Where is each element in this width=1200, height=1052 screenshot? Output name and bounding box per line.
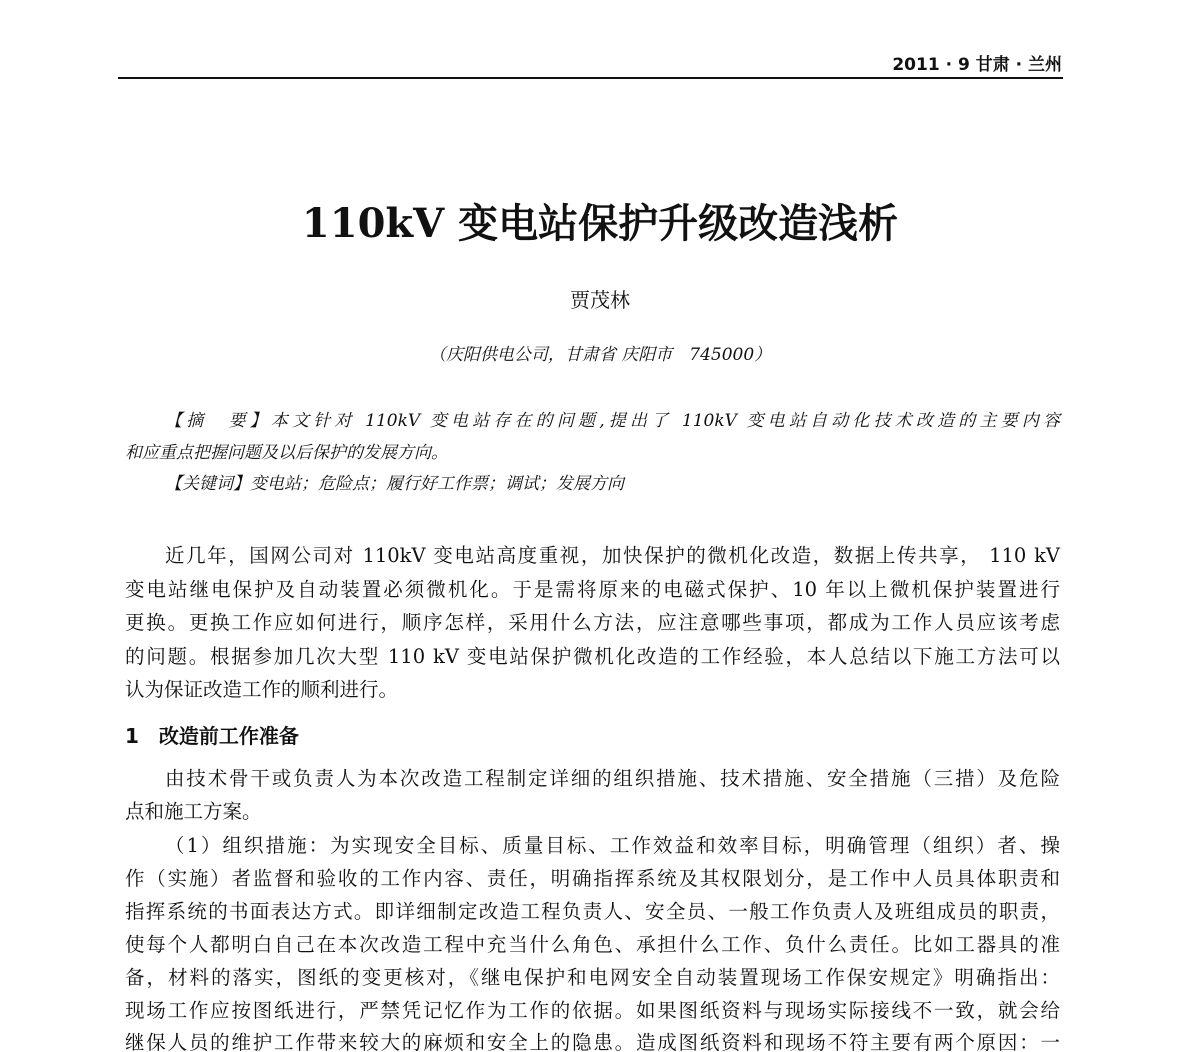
- body-line: 的问题。根据参加几次大型 110 kV 变电站保护微机化改造的工作经验，本人总结以下施工方法可以: [125, 645, 1060, 668]
- body-line: 现场工作应按图纸进行，严禁凭记忆作为工作的依据。如果图纸资料与现场实际接线不一致，就会给: [125, 999, 1060, 1022]
- abstract-line: 【摘 要】本文针对 110kV 变电站存在的问题,提出了 110kV 变电站自动化技术改造的主要内容: [165, 411, 1060, 431]
- keywords: 【关键词】变电站；危险点；履行好工作票；调试；发展方向: [165, 474, 624, 494]
- author: 贾茂林: [570, 288, 630, 312]
- body-line: 继保人员的维护工作带来较大的麻烦和安全上的隐患。造成图纸资料和现场不符主要有两个原因：一: [125, 1031, 1060, 1052]
- body-line: 认为保证改造工作的顺利进行。: [125, 678, 399, 701]
- body-line: （1）组织措施：为实现安全目标、质量目标、工作效益和效率目标，明确管理（组织）者、操: [165, 834, 1060, 857]
- header-rule: [118, 77, 1063, 79]
- paper-title: 110kV 变电站保护升级改造浅析: [301, 200, 899, 247]
- body-line: 近几年，国网公司对 110kV 变电站高度重视，加快保护的微机化改造，数据上传共享， 110 kV: [165, 544, 1060, 567]
- body-line: 更换。更换工作应如何进行，顺序怎样，采用什么方法，应注意哪些事项，都成为工作人员应该考虑: [125, 611, 1060, 634]
- body-line: 使每个人都明白自己在本次改造工程中充当什么角色、承担什么工作、负什么责任。比如工器具的准: [125, 933, 1060, 956]
- body-line: 由技术骨干或负责人为本次改造工程制定详细的组织措施、技术措施、安全措施（三措）及危险: [165, 767, 1060, 790]
- body-line: 点和施工方案。: [125, 800, 262, 823]
- section-heading: 1 改造前工作准备: [125, 724, 299, 748]
- running-header: 2011 · 9 甘肃 · 兰州: [892, 55, 1062, 75]
- body-line: 备，材料的落实，图纸的变更核对，《继电保护和电网安全自动装置现场工作保安规定》明确指出：: [125, 966, 1060, 989]
- body-line: 指挥系统的书面表达方式。即详细制定改造工程负责人、安全员、一般工作负责人及班组成员的职责，: [125, 900, 1060, 923]
- body-line: 作（实施）者监督和验收的工作内容、责任，明确指挥系统及其权限划分，是工作中人员具体职责和: [125, 867, 1060, 890]
- abstract-line: 和应重点把握问题及以后保护的发展方向。: [125, 443, 448, 463]
- affiliation: （庆阳供电公司，甘肃省 庆阳市 745000）: [428, 345, 772, 365]
- body-line: 变电站继电保护及自动装置必须微机化。于是需将原来的电磁式保护、10 年以上微机保护装置进行: [125, 578, 1060, 601]
